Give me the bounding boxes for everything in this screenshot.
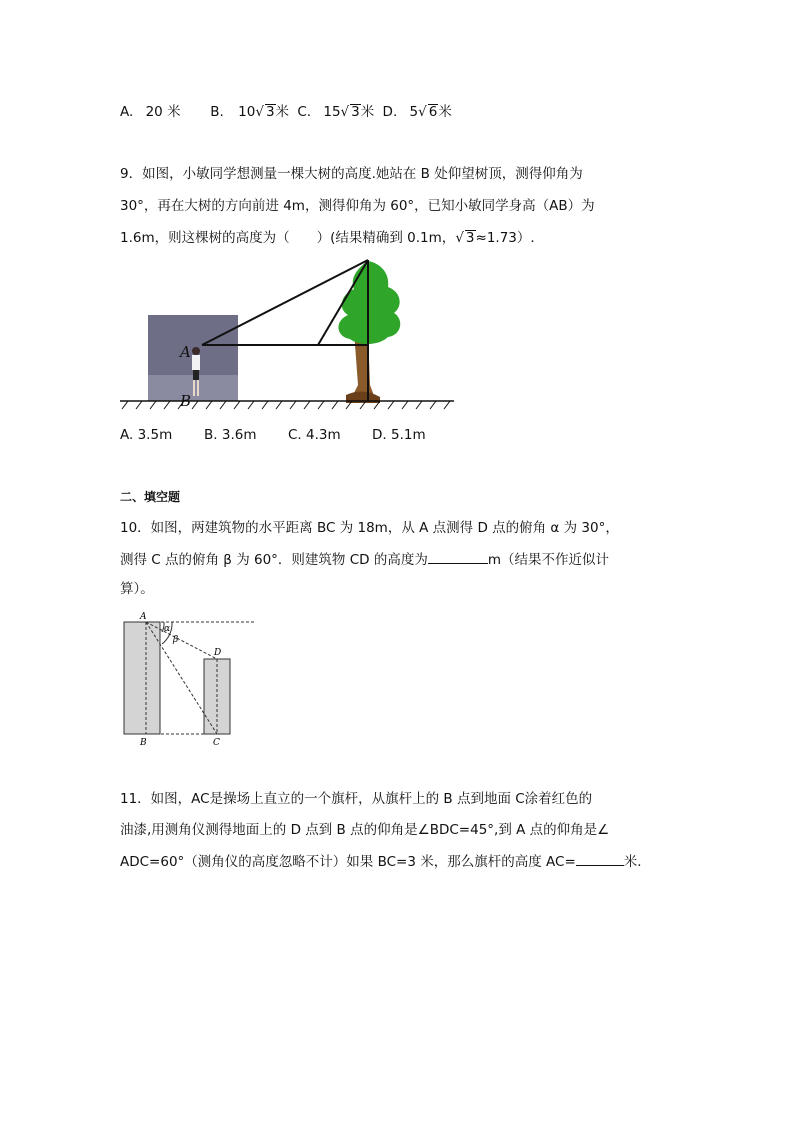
q9-option-a (120, 425, 204, 445)
point-c-label: C (213, 738, 220, 748)
option-value: 3.6m (221, 427, 257, 443)
answer-blank[interactable] (428, 549, 488, 564)
option-value: 5 (409, 104, 419, 120)
radicand: 3 (265, 104, 275, 120)
unit: 米 (438, 104, 452, 120)
q9-text-part: ≈1.73）. (475, 230, 535, 246)
q8-option-c (297, 102, 374, 122)
q9-text-line1: 9．如图，小敏同学想测量一棵大树的高度.她站在 B 处仰望树顶，测得仰角为 (120, 166, 583, 182)
option-label: B. (204, 427, 218, 443)
sqrt-sign: √ (418, 104, 427, 120)
q9-figure (118, 255, 458, 415)
option-label: A. (120, 427, 134, 443)
beta-label: β (173, 635, 179, 645)
point-a-label: A (180, 343, 191, 361)
q8-options (120, 102, 452, 122)
option-label: C. (288, 427, 302, 443)
q10-text-part: m（结果不作近似计 (487, 552, 609, 568)
section-heading: 二、填空题 (120, 490, 181, 504)
option-value: 5.1m (390, 427, 426, 443)
option-value: 15 (323, 104, 341, 120)
q11-text-part: ADC=60°（测角仪的高度忽略不计）如果 BC=3 米，那么旗杆的高度 AC= (120, 854, 576, 870)
q10-text-line2 (120, 549, 609, 570)
point-b-label: B (140, 738, 147, 748)
option-value: 4.3m (306, 427, 341, 443)
unit: 米 (275, 104, 290, 120)
point-d-label: D (214, 648, 222, 658)
q9-option-b (204, 425, 288, 445)
q9-text-line3 (120, 228, 535, 248)
q11-text-line3 (120, 851, 642, 872)
point-b-label: B (180, 392, 192, 410)
option-label: D. (372, 427, 387, 443)
answer-blank[interactable] (576, 851, 624, 866)
alpha-label: α (164, 624, 171, 634)
option-value: 3.5m (137, 427, 173, 443)
q10-figure (118, 610, 258, 750)
q8-option-d (383, 102, 452, 122)
sqrt-sign: √ (340, 104, 350, 120)
radicand: 3 (351, 104, 360, 120)
q11-text-line1: 11．如图，AC是操场上直立的一个旗杆，从旗杆上的 B 点到地面 C涂着红色的 (120, 791, 593, 807)
unit: 米 (360, 104, 375, 120)
q9-text-line2: 30°，再在大树的方向前进 4m，测得仰角为 60°，已知小敏同学身高（AB）为 (120, 198, 595, 214)
sqrt-sign: √ (255, 104, 264, 120)
q9-options (120, 425, 426, 445)
q11-text-line2: 油漆,用测角仪测得地面上的 D 点到 B 点的仰角是∠BDC=45°,到 A 点的仰角是∠ (120, 822, 610, 838)
building-ab (124, 622, 160, 734)
option-value: 20 米 (145, 104, 181, 120)
radicand: 6 (428, 104, 438, 120)
sqrt-sign: √ (455, 230, 464, 246)
q10-text-part: 测得 C 点的俯角 β 为 60°．则建筑物 CD 的高度为 (120, 552, 428, 568)
tree-illustration (338, 261, 400, 403)
dashed-lines (146, 622, 256, 734)
q8-option-b (210, 102, 289, 122)
q10-text-line3: 算）。 (120, 581, 154, 597)
q9-text-part: 1.6m，则这棵树的高度为（ ）(结果精确到 0.1m， (120, 230, 456, 246)
ground-hatching (122, 401, 450, 409)
q9-option-c (288, 425, 372, 445)
q9-option-d (372, 425, 426, 445)
q11-text-part: 米. (623, 854, 642, 870)
radicand: 3 (465, 230, 475, 246)
point-a-label: A (140, 612, 147, 622)
option-label: A. (120, 104, 134, 120)
q10-text-line1: 10．如图，两建筑物的水平距离 BC 为 18m，从 A 点测得 D 点的俯角 α 为 30°， (120, 520, 619, 536)
option-label: D. (382, 104, 398, 120)
option-value: 10 (238, 104, 256, 120)
option-label: B. (210, 104, 224, 120)
q8-option-a (120, 102, 206, 122)
option-label: C. (297, 104, 312, 120)
